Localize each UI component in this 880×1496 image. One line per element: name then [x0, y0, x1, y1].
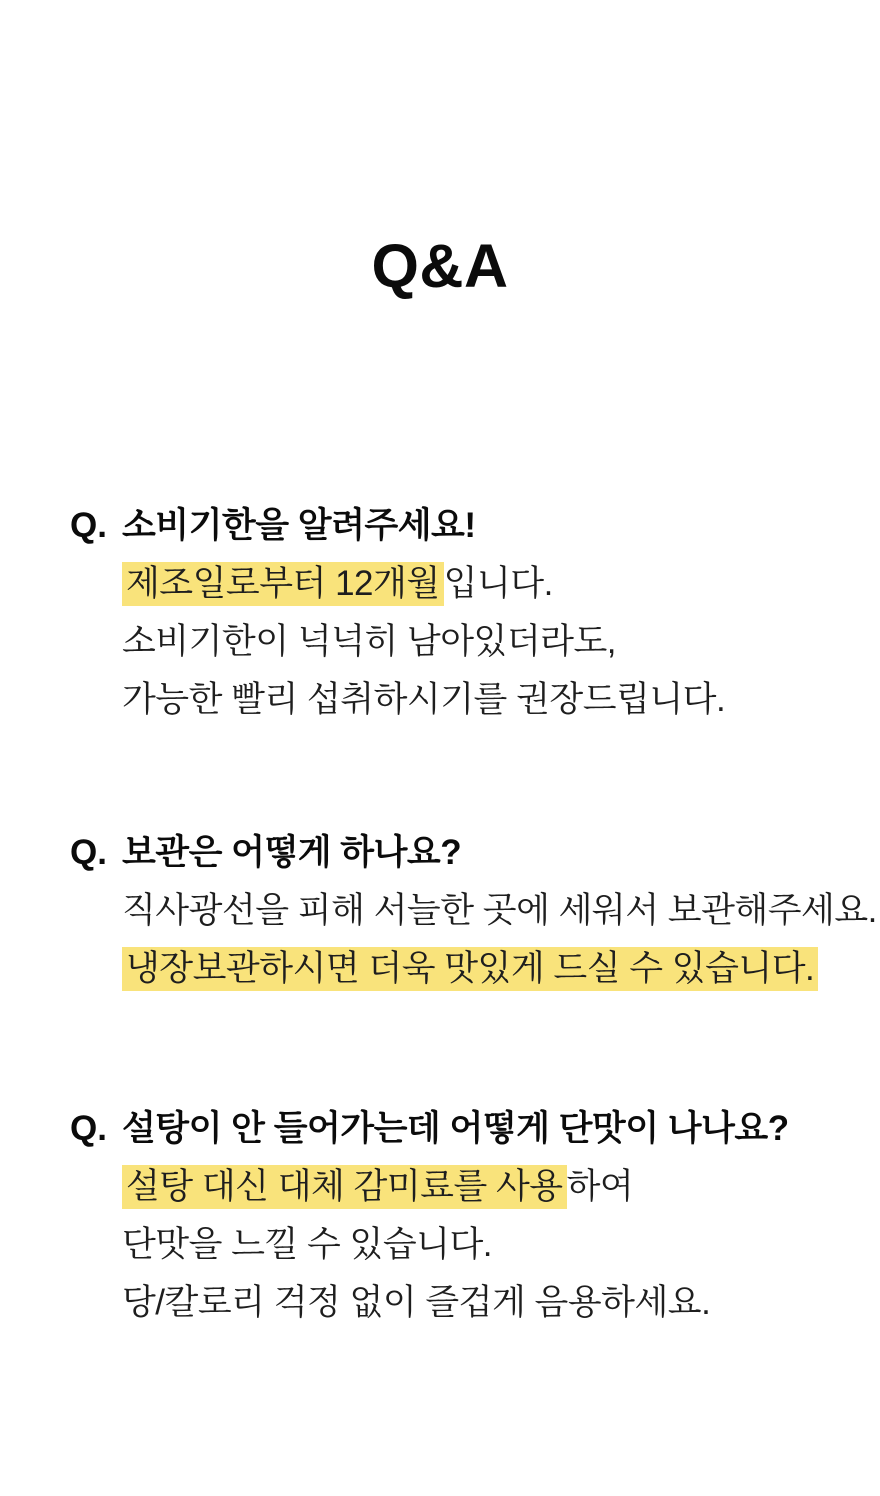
question-row — [70, 497, 830, 555]
answer-text: 가능한 빨리 섭취하시기를 권장드립니다. — [122, 680, 726, 719]
answer-highlight-text: 냉장보관하시면 더욱 맛있게 드실 수 있습니다. — [122, 947, 818, 991]
answer-line — [122, 1274, 830, 1332]
answer-line — [122, 613, 830, 671]
answer-text: 하여 — [566, 1167, 634, 1206]
answer-line — [122, 1158, 830, 1216]
answer-line — [122, 882, 877, 940]
page-title: Q&A — [371, 232, 509, 300]
answer-line — [122, 555, 830, 613]
answer-lines — [70, 1158, 830, 1332]
question-text: 보관은 어떻게 하나요? — [122, 833, 462, 872]
answer-text: 소비기한이 넉넉히 남아있더라도, — [122, 622, 617, 661]
qa-block — [70, 1100, 830, 1332]
question-mark: Q. — [70, 833, 107, 872]
answer-text: 단맛을 느낄 수 있습니다. — [122, 1225, 492, 1264]
question-row — [70, 1100, 830, 1158]
qa-block — [70, 497, 830, 729]
question-mark: Q. — [70, 506, 107, 545]
qa-block — [70, 824, 877, 998]
answer-highlight-text: 설탕 대신 대체 감미료를 사용 — [122, 1165, 567, 1209]
answer-line — [122, 1216, 830, 1274]
answer-text: 직사광선을 피해 서늘한 곳에 세워서 보관해주세요. — [122, 891, 877, 930]
answer-lines — [70, 882, 877, 998]
answer-text: 입니다. — [443, 564, 553, 603]
answer-text: 당/칼로리 걱정 없이 즐겁게 음용하세요. — [122, 1283, 711, 1322]
question-text: 설탕이 안 들어가는데 어떻게 단맛이 나나요? — [122, 1109, 789, 1148]
question-text: 소비기한을 알려주세요! — [122, 506, 476, 545]
answer-highlight-text: 제조일로부터 12개월 — [122, 562, 444, 606]
answer-lines — [70, 555, 830, 729]
question-mark: Q. — [70, 1109, 107, 1148]
question-row — [70, 824, 830, 882]
answer-line — [122, 940, 830, 998]
answer-line — [122, 671, 830, 729]
